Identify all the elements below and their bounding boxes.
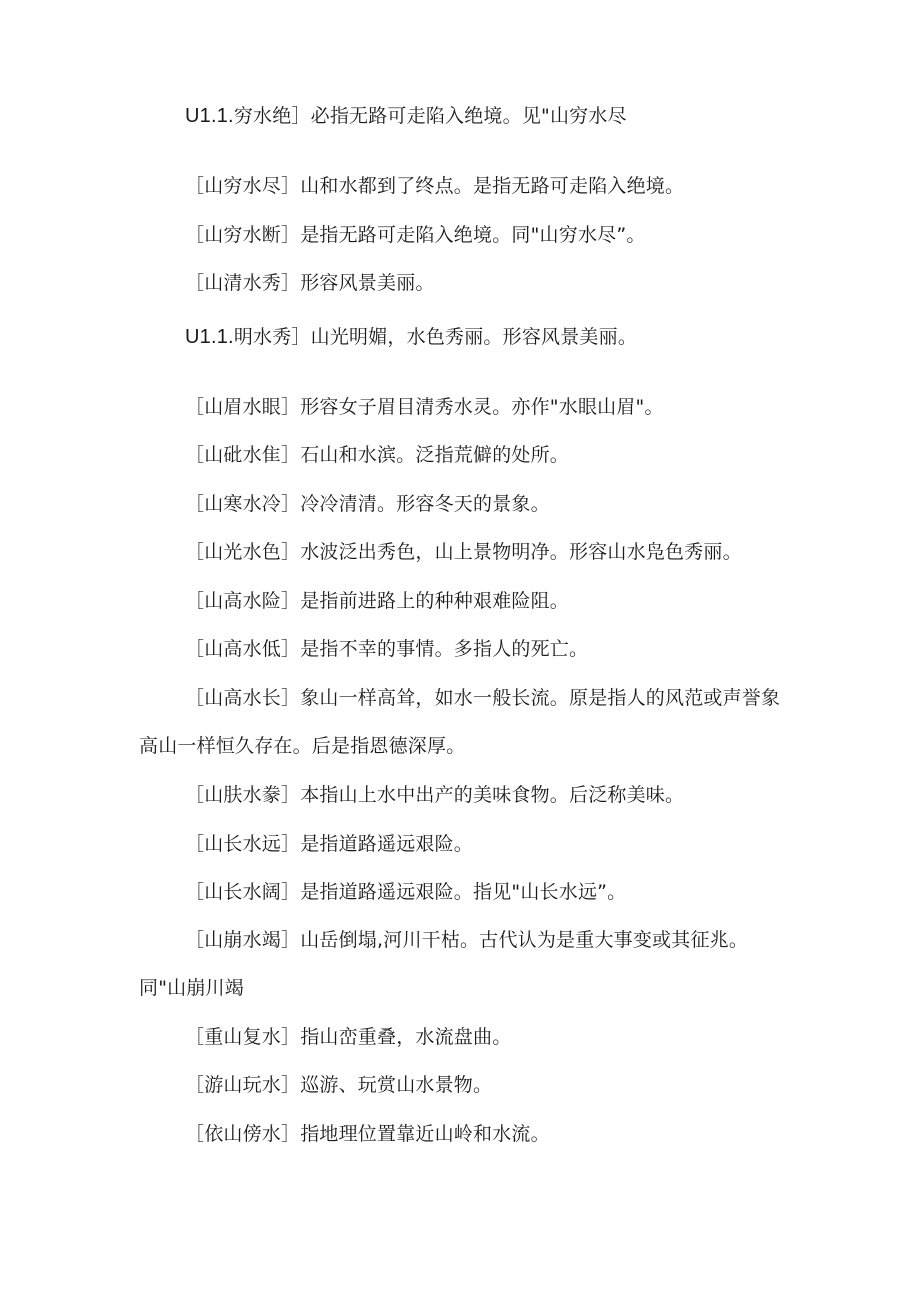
entry-19: ［依山傍水］指地理位置靠近山岭和水流。	[185, 1123, 550, 1145]
entry-5	[139, 313, 791, 361]
entry-10: ［山高水险］是指前进路上的种种艰难险阻。	[185, 590, 570, 612]
entry-17: ［重山复水］指山峦重叠，水流盘曲。	[185, 1026, 512, 1048]
entry-6: ［山眉水眼］形容女子眉目清秀水灵。亦作"水眼山眉"。	[185, 396, 664, 418]
entry-2: ［山穷水尽］山和水都到了终点。是指无路可走陷入绝境。	[185, 175, 685, 197]
entry-7: ［山砒水隹］石山和水滨。泛指荒僻的处所。	[185, 444, 570, 466]
entry-15: ［山长水阔］是指道路遥远艰险。指见"山长水远”。	[185, 881, 627, 903]
entry-18: ［游山玩水］巡游、玩赏山水景物。	[185, 1074, 493, 1096]
entry-12: ［山高水长］象山一样高耸，如水一般长流。原是指人的风范或声誉象高山一样恒久存在。后是指恩德深厚。	[139, 687, 781, 757]
entry-3: ［山穷水断］是指无路可走陷入绝境。同"山穷水尽”。	[185, 224, 646, 246]
entry-5-text: 明水秀］山光明媚，水色秀丽。形容风景美丽。	[233, 326, 638, 348]
entry-1-text: 穷水绝］必指无路可走陷入绝境。见"山穷水尽	[233, 105, 627, 127]
entry-9: ［山光水色］水波泛出秀色，山上景物明净。形容山水凫色秀丽。	[185, 541, 742, 563]
entry-13: ［山肤水豢］本指山上水中出产的美味食物。后泛称美味。	[185, 784, 685, 806]
entry-11: ［山高水低］是指不幸的事情。多指人的死亡。	[185, 638, 589, 660]
entry-1	[139, 92, 791, 140]
entry-5-prefix: U1.1.	[185, 326, 234, 348]
entry-16: ［山崩水竭］山岳倒塌,河川干枯。古代认为是重大事变或其征兆。同"山崩川竭	[139, 929, 749, 999]
entry-8: ［山寒水冷］冷冷清清。形容冬天的景象。	[185, 493, 550, 515]
entry-1-prefix: U1.1.	[185, 105, 234, 127]
entry-4: ［山清水秀］形容风景美丽。	[185, 272, 435, 294]
entry-14: ［山长水远］是指道路遥远艰险。	[185, 833, 474, 855]
